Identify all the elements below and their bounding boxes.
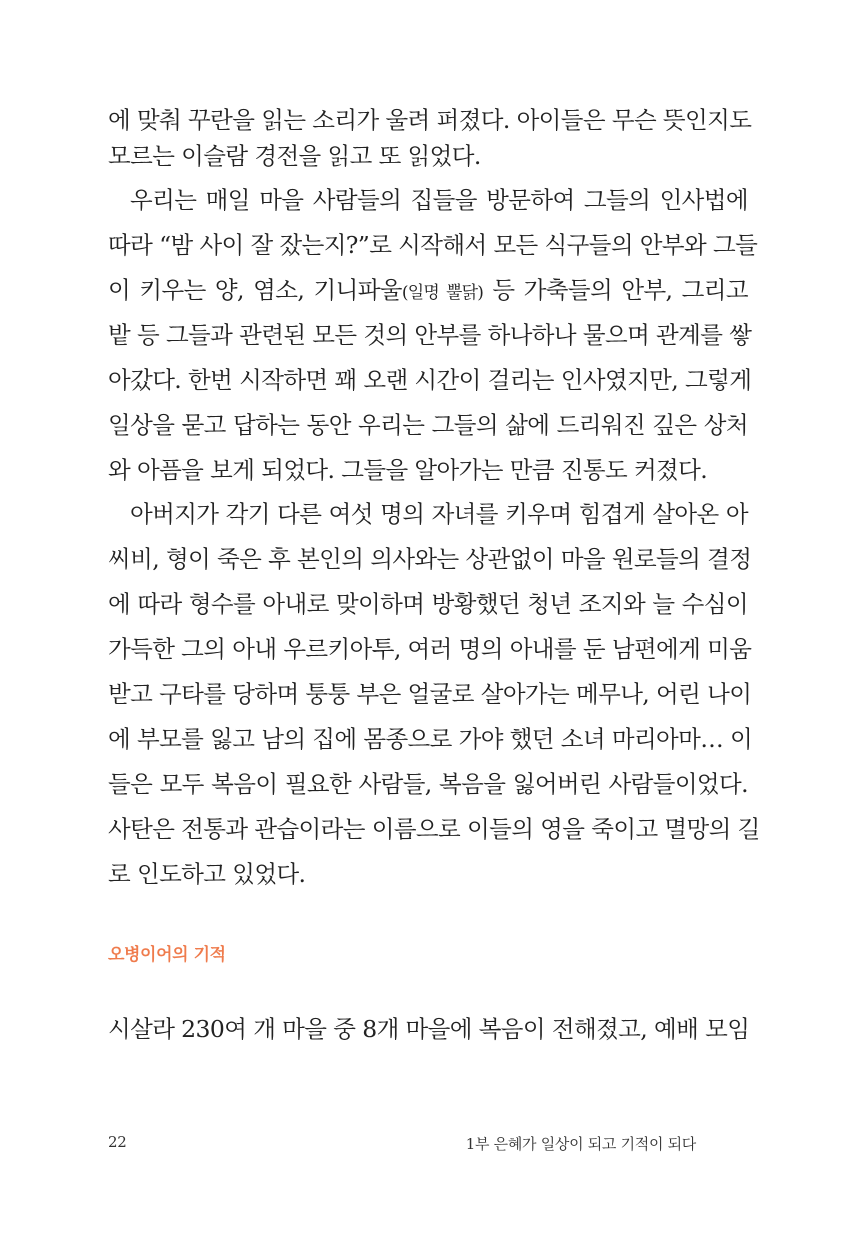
body-line — [108, 273, 748, 310]
body-line: 씨비, 형이 죽은 후 본인의 의사와는 상관없이 마을 원로들의 결정 — [108, 545, 752, 573]
body-line: 아갔다. 한번 시작하면 꽤 오랜 시간이 걸리는 인사였지만, 그렇게 — [108, 366, 752, 394]
body-line: 따라 “밤 사이 잘 잤는지?”로 시작해서 모든 식구들의 안부와 그들 — [108, 231, 758, 259]
body-line: 우리는 매일 마을 사람들의 집들을 방문하여 그들의 인사법에 — [130, 186, 748, 214]
body-line: 에 맞춰 꾸란을 읽는 소리가 울려 퍼졌다. 아이들은 무슨 뜻인지도 — [108, 106, 752, 134]
body-line: 아버지가 각기 다른 여섯 명의 자녀를 키우며 힘겹게 살아온 아 — [130, 500, 748, 528]
body-text: 등 가축들의 안부, 그리고 — [483, 276, 748, 304]
body-line: 밭 등 그들과 관련된 모든 것의 안부를 하나하나 물으며 관계를 쌓 — [108, 321, 752, 349]
body-text: 이 키우는 양, 염소, 기니파울 — [108, 276, 402, 304]
body-line: 일상을 묻고 답하는 동안 우리는 그들의 삶에 드리워진 깊은 상처 — [108, 411, 748, 439]
page-number: 22 — [108, 1133, 127, 1151]
body-line: 에 부모를 잃고 남의 집에 몸종으로 가야 했던 소녀 마리아마… 이 — [108, 725, 753, 753]
body-line: 들은 모두 복음이 필요한 사람들, 복음을 잃어버린 사람들이었다. — [108, 770, 748, 798]
parenthetical-note: (일명 뿔닭) — [401, 283, 484, 303]
body-line: 와 아픔을 보게 되었다. 그들을 알아가는 만큼 진통도 커졌다. — [108, 456, 708, 484]
body-line: 모르는 이슬람 경전을 읽고 또 읽었다. — [108, 142, 481, 170]
section-heading: 오병이어의 기적 — [108, 945, 226, 965]
body-line: 시살라 230여 개 마을 중 8개 마을에 복음이 전해졌고, 예배 모임 — [108, 1015, 750, 1043]
body-line: 사탄은 전통과 관습이라는 이름으로 이들의 영을 죽이고 멸망의 길 — [108, 815, 760, 843]
body-line: 로 인도하고 있었다. — [108, 860, 306, 888]
body-line: 가득한 그의 아내 우르키아투, 여러 명의 아내를 둔 남편에게 미움 — [108, 635, 752, 663]
body-line: 받고 구타를 당하며 퉁퉁 부은 얼굴로 살아가는 메무나, 어린 나이 — [108, 680, 752, 708]
body-line: 에 따라 형수를 아내로 맞이하며 방황했던 청년 조지와 늘 수심이 — [108, 590, 748, 618]
running-title: 1부 은혜가 일상이 되고 기적이 되다 — [465, 1135, 696, 1153]
